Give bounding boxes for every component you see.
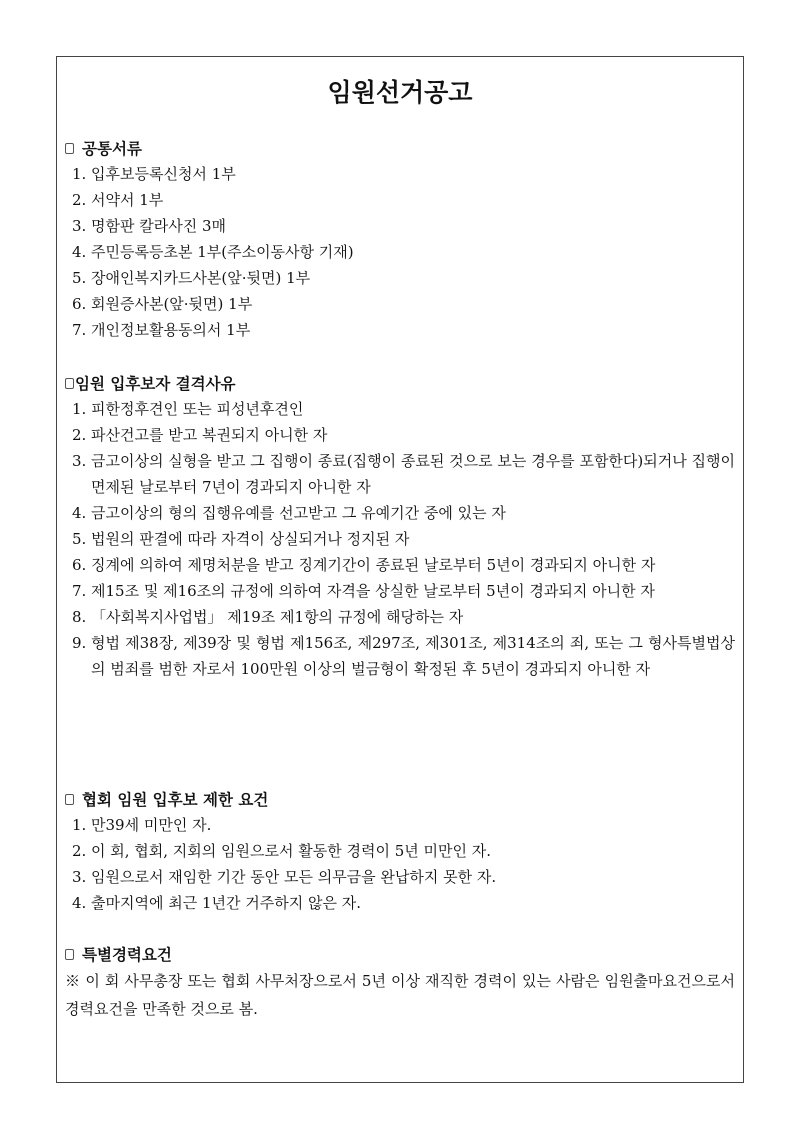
list-item <box>65 838 735 864</box>
item-text: 파산건고를 받고 복권되지 아니한 자 <box>91 426 328 444</box>
section-heading-text: 협회 임원 입후보 제한 요건 <box>82 791 269 809</box>
section-special-career <box>65 941 735 1023</box>
item-number: 1. <box>72 816 87 834</box>
section-disqualification <box>65 370 735 682</box>
section-heading <box>65 941 735 967</box>
item-text: 주민등록등초본 1부(주소이동사항 기재) <box>91 243 354 261</box>
item-list <box>65 161 735 343</box>
item-text: 출마지역에 최근 1년간 거주하지 않은 자. <box>91 894 361 912</box>
item-number: 4. <box>72 243 87 261</box>
list-item <box>65 864 735 890</box>
list-item <box>65 578 735 604</box>
item-list <box>65 812 735 916</box>
item-text: 장애인복지카드사본(앞·뒷면) 1부 <box>91 269 311 287</box>
section-heading <box>65 135 735 161</box>
item-list <box>65 396 735 682</box>
item-number: 2. <box>72 426 87 444</box>
item-number: 1. <box>72 165 87 183</box>
list-item <box>65 161 735 187</box>
item-text: 서약서 1부 <box>91 191 164 209</box>
item-text: 입후보등록신청서 1부 <box>91 165 236 183</box>
list-item <box>65 422 735 448</box>
list-item <box>65 812 735 838</box>
item-number: 9. <box>72 634 87 652</box>
item-number: 5. <box>72 269 87 287</box>
checkbox-icon <box>65 949 74 960</box>
list-item <box>65 213 735 239</box>
list-item <box>65 630 735 682</box>
item-text: 징계에 의하여 제명처분을 받고 징계기간이 종료된 날로부터 5년이 경과되지 아니한 자 <box>91 556 656 574</box>
item-number: 8. <box>72 608 87 626</box>
item-number: 4. <box>72 894 87 912</box>
list-item <box>65 265 735 291</box>
item-number: 6. <box>72 556 87 574</box>
item-text: 「사회복지사업법」 제19조 제1항의 규정에 해당하는 자 <box>91 608 464 626</box>
item-number: 3. <box>72 868 87 886</box>
item-number: 1. <box>72 400 87 418</box>
list-item <box>65 526 735 552</box>
item-text: 임원으로서 재임한 기간 동안 모든 의무금을 완납하지 못한 자. <box>91 868 497 886</box>
section-heading-text: 공통서류 <box>82 140 142 158</box>
item-number: 7. <box>72 582 87 600</box>
list-item <box>65 604 735 630</box>
checkbox-icon <box>65 794 74 805</box>
section-candidacy-restrictions <box>65 786 735 916</box>
item-text: 금고이상의 형의 집행유예를 선고받고 그 유예기간 중에 있는 자 <box>91 504 506 522</box>
item-text: 금고이상의 실형을 받고 그 집행이 종료(집행이 종료된 것으로 보는 경우를 포함한다)되거나 집행이 면제된 날로부터 7년이 경과되지 아니한 자 <box>91 452 735 496</box>
item-text: 이 회, 협회, 지회의 임원으로서 활동한 경력이 5년 미만인 자. <box>91 842 492 860</box>
list-item <box>65 890 735 916</box>
list-item <box>65 500 735 526</box>
item-number: 3. <box>72 217 87 235</box>
item-number: 2. <box>72 191 87 209</box>
special-career-note: ※ 이 회 사무총장 또는 협회 사무처장으로서 5년 이상 재직한 경력이 있는 사람은 임원출마요건으로서 경력요건을 만족한 것으로 봄. <box>65 972 735 1018</box>
section-heading-text: 특별경력요건 <box>82 946 172 964</box>
list-item <box>65 552 735 578</box>
item-number: 5. <box>72 530 87 548</box>
item-number: 2. <box>72 842 87 860</box>
list-item <box>65 291 735 317</box>
list-item <box>65 448 735 500</box>
section-heading <box>65 786 735 812</box>
item-text: 개인정보활용동의서 1부 <box>91 321 251 339</box>
item-text: 제15조 및 제16조의 규정에 의하여 자격을 상실한 날로부터 5년이 경과되지 아니한 자 <box>91 582 655 600</box>
item-text: 만39세 미만인 자. <box>91 816 212 834</box>
list-item <box>65 239 735 265</box>
checkbox-icon <box>65 378 74 389</box>
item-text: 법원의 판결에 따라 자격이 상실되거나 정지된 자 <box>91 530 410 548</box>
list-item <box>65 317 735 343</box>
section-heading <box>65 370 735 396</box>
section-heading-text: 임원 입후보자 결격사유 <box>75 375 236 393</box>
section-common-documents <box>65 135 735 343</box>
item-text: 회원증사본(앞·뒷면) 1부 <box>91 295 253 313</box>
page-title: 임원선거공고 <box>327 78 473 107</box>
checkbox-icon <box>65 143 74 154</box>
item-text: 명함판 칼라사진 3매 <box>91 217 227 235</box>
item-number: 4. <box>72 504 87 522</box>
list-item <box>65 187 735 213</box>
document-frame <box>56 56 744 1083</box>
item-number: 6. <box>72 295 87 313</box>
item-number: 7. <box>72 321 87 339</box>
item-number: 3. <box>72 452 87 470</box>
list-item <box>65 396 735 422</box>
item-text: 형법 제38장, 제39장 및 형법 제156조, 제297조, 제301조, 제314조의 죄, 또는 그 형사특별법상의 범죄를 범한 자로서 100만원 이상의 벌금형이 확정된 후 5년이 경과되지 아니한 자 <box>91 634 735 678</box>
item-text: 피한정후견인 또는 피성년후견인 <box>91 400 304 418</box>
